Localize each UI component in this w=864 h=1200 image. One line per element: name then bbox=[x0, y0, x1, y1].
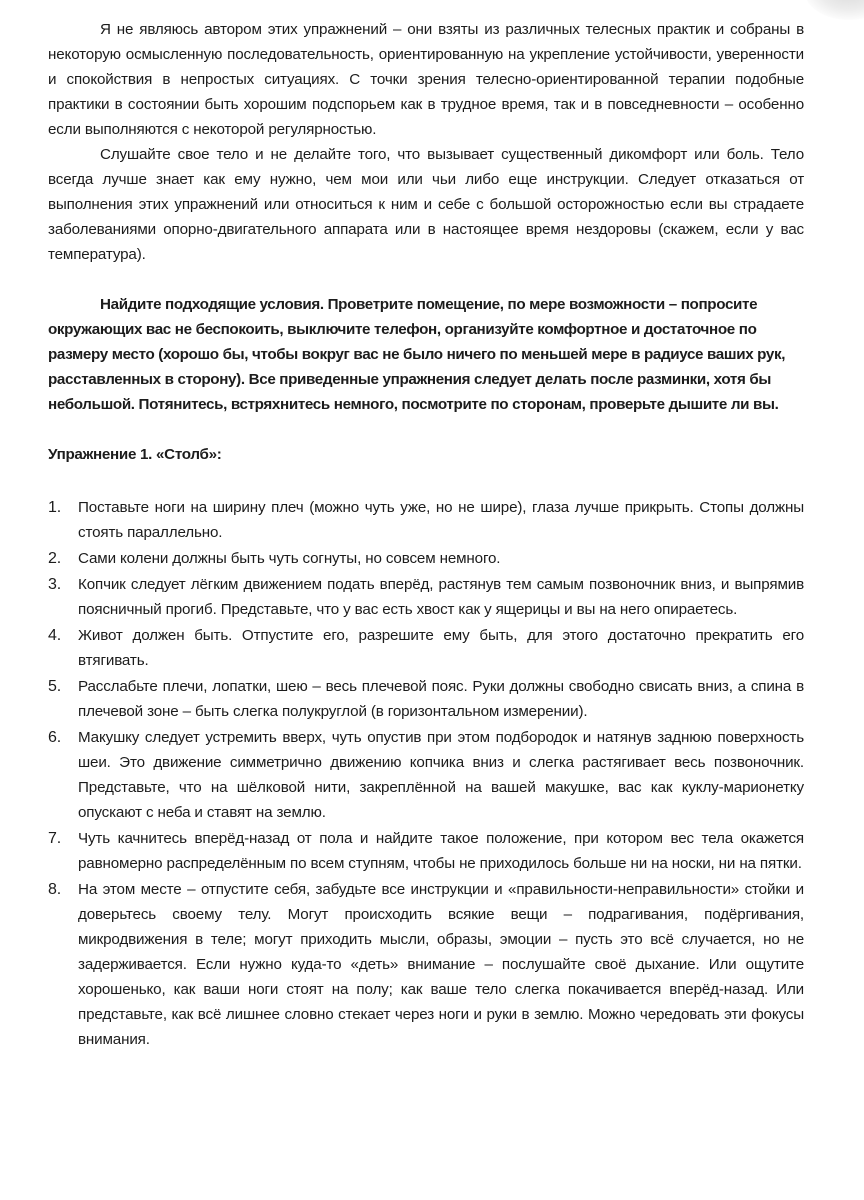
step-number: 6. bbox=[48, 729, 62, 746]
spacer bbox=[48, 467, 804, 495]
list-item-step-1 bbox=[48, 495, 804, 545]
intro-paragraph-1: Я не являюсь автором этих упражнений – они взяты из различных телесных практик и собраны в некоторую осмысленную последовательность, ориентированную на укрепление устойчивости, уверенности и спокойствия в непростых ситуациях. С точки зрения телесно-ориентированной терапии подобные практики в состоянии быть хорошим подспорьем как в трудное время, так и в повседневности – особенно если выполняются с некоторой регулярностью. bbox=[48, 21, 804, 138]
step-number: 3. bbox=[48, 576, 62, 593]
intro-paragraph-2: Слушайте свое тело и не делайте того, что вызывает существенный дикомфорт или боль. Тело всегда лучше знает как ему нужно, чем мои или чьи либо еще инструкции. Следует отказаться от выполнения этих упражнений или относиться к ним и себе с большой осторожностью если вы страдаете заболеваниями опорно-двигательного аппарата или в настоящее время нездоровы (скажем, если у вас температура). bbox=[48, 146, 804, 263]
list-item-step-6 bbox=[48, 725, 804, 825]
step-number: 2. bbox=[48, 550, 62, 567]
page-corner-shadow bbox=[804, 0, 864, 20]
step-number: 1. bbox=[48, 499, 62, 516]
step-number: 5. bbox=[48, 678, 62, 695]
step-text: Чуть качнитесь вперёд-назад от пола и найдите такое положение, при котором вес тела окажется равномерно распределённым по всем ступням, чтобы не приходилось больше ни на носки, ни на пятки. bbox=[78, 830, 804, 872]
step-number: 7. bbox=[48, 830, 62, 847]
list-item-step-8 bbox=[48, 877, 804, 1052]
step-text: Сами колени должны быть чуть согнуты, но совсем немного. bbox=[78, 550, 501, 567]
exercise-steps-list bbox=[48, 495, 804, 1052]
preparation-paragraph: Найдите подходящие условия. Проветрите помещение, по мере возможности – попросите окружающих вас не беспокоить, выключите телефон, организуйте комфортное и достаточное по размеру место (хорошо бы, чтобы вокруг вас не было ничего по меньшей мере в радиусе ваших рук, расставленных в сторону). Все приведенные упражнения следует делать после разминки, хотя бы небольшой. Потянитесь, встряхнитесь немного, посмотрите по сторонам, проверьте дышите ли вы. bbox=[48, 296, 786, 413]
step-text: Живот должен быть. Отпустите его, разрешите ему быть, для этого достаточно прекратить его втягивать. bbox=[78, 627, 804, 669]
list-item-step-4 bbox=[48, 623, 804, 673]
step-number: 4. bbox=[48, 627, 62, 644]
list-item-step-5 bbox=[48, 674, 804, 724]
step-text: Макушку следует устремить вверх, чуть опустив при этом подбородок и натянув заднюю поверхность шеи. Это движение симметрично движению копчика вниз и слегка растягивает весь позвоночник. Представьте, что на шёлковой нити, закреплённой на вашей макушке, вас как куклу-марионетку опускают с неба и ставят на землю. bbox=[78, 729, 804, 821]
list-item-step-2 bbox=[48, 546, 804, 571]
spacer bbox=[48, 417, 804, 442]
list-item-step-3 bbox=[48, 572, 804, 622]
step-text: На этом месте – отпустите себя, забудьте все инструкции и «правильности-неправильности» стойки и доверьтесь своему телу. Могут происходить всякие вещи – подрагивания, подёргивания, микродвижения в теле; могут приходить мысли, образы, эмоции – пусть это всё случается, но не задерживается. Если нужно куда-то «деть» внимание – послушайте своё дыхание. Или ощутите хорошенько, как ваши ноги стоят на полу; как ваше тело слегка покачивается вперёд-назад. Или представьте, как всё лишнее словно стекает через ноги и руки в землю. Можно чередовать эти фокусы внимания. bbox=[78, 881, 804, 1048]
step-text: Копчик следует лёгким движением подать вперёд, растянув тем самым позвоночник вниз, и выпрямив поясничный прогиб. Представьте, что у вас есть хвост как у ящерицы и вы на него опираетесь. bbox=[78, 576, 804, 618]
document-page bbox=[48, 17, 804, 1053]
step-number: 8. bbox=[48, 881, 62, 898]
step-text: Расслабьте плечи, лопатки, шею – весь плечевой пояс. Руки должны свободно свисать вниз, а спина в плечевой зоне – быть слегка полукруглой (в горизонтальном измерении). bbox=[78, 678, 804, 720]
step-text: Поставьте ноги на ширину плеч (можно чуть уже, но не шире), глаза лучше прикрыть. Стопы должны стоять параллельно. bbox=[78, 499, 804, 541]
list-item-step-7 bbox=[48, 826, 804, 876]
spacer bbox=[48, 267, 804, 292]
exercise-heading: Упражнение 1. «Столб»: bbox=[48, 446, 222, 463]
